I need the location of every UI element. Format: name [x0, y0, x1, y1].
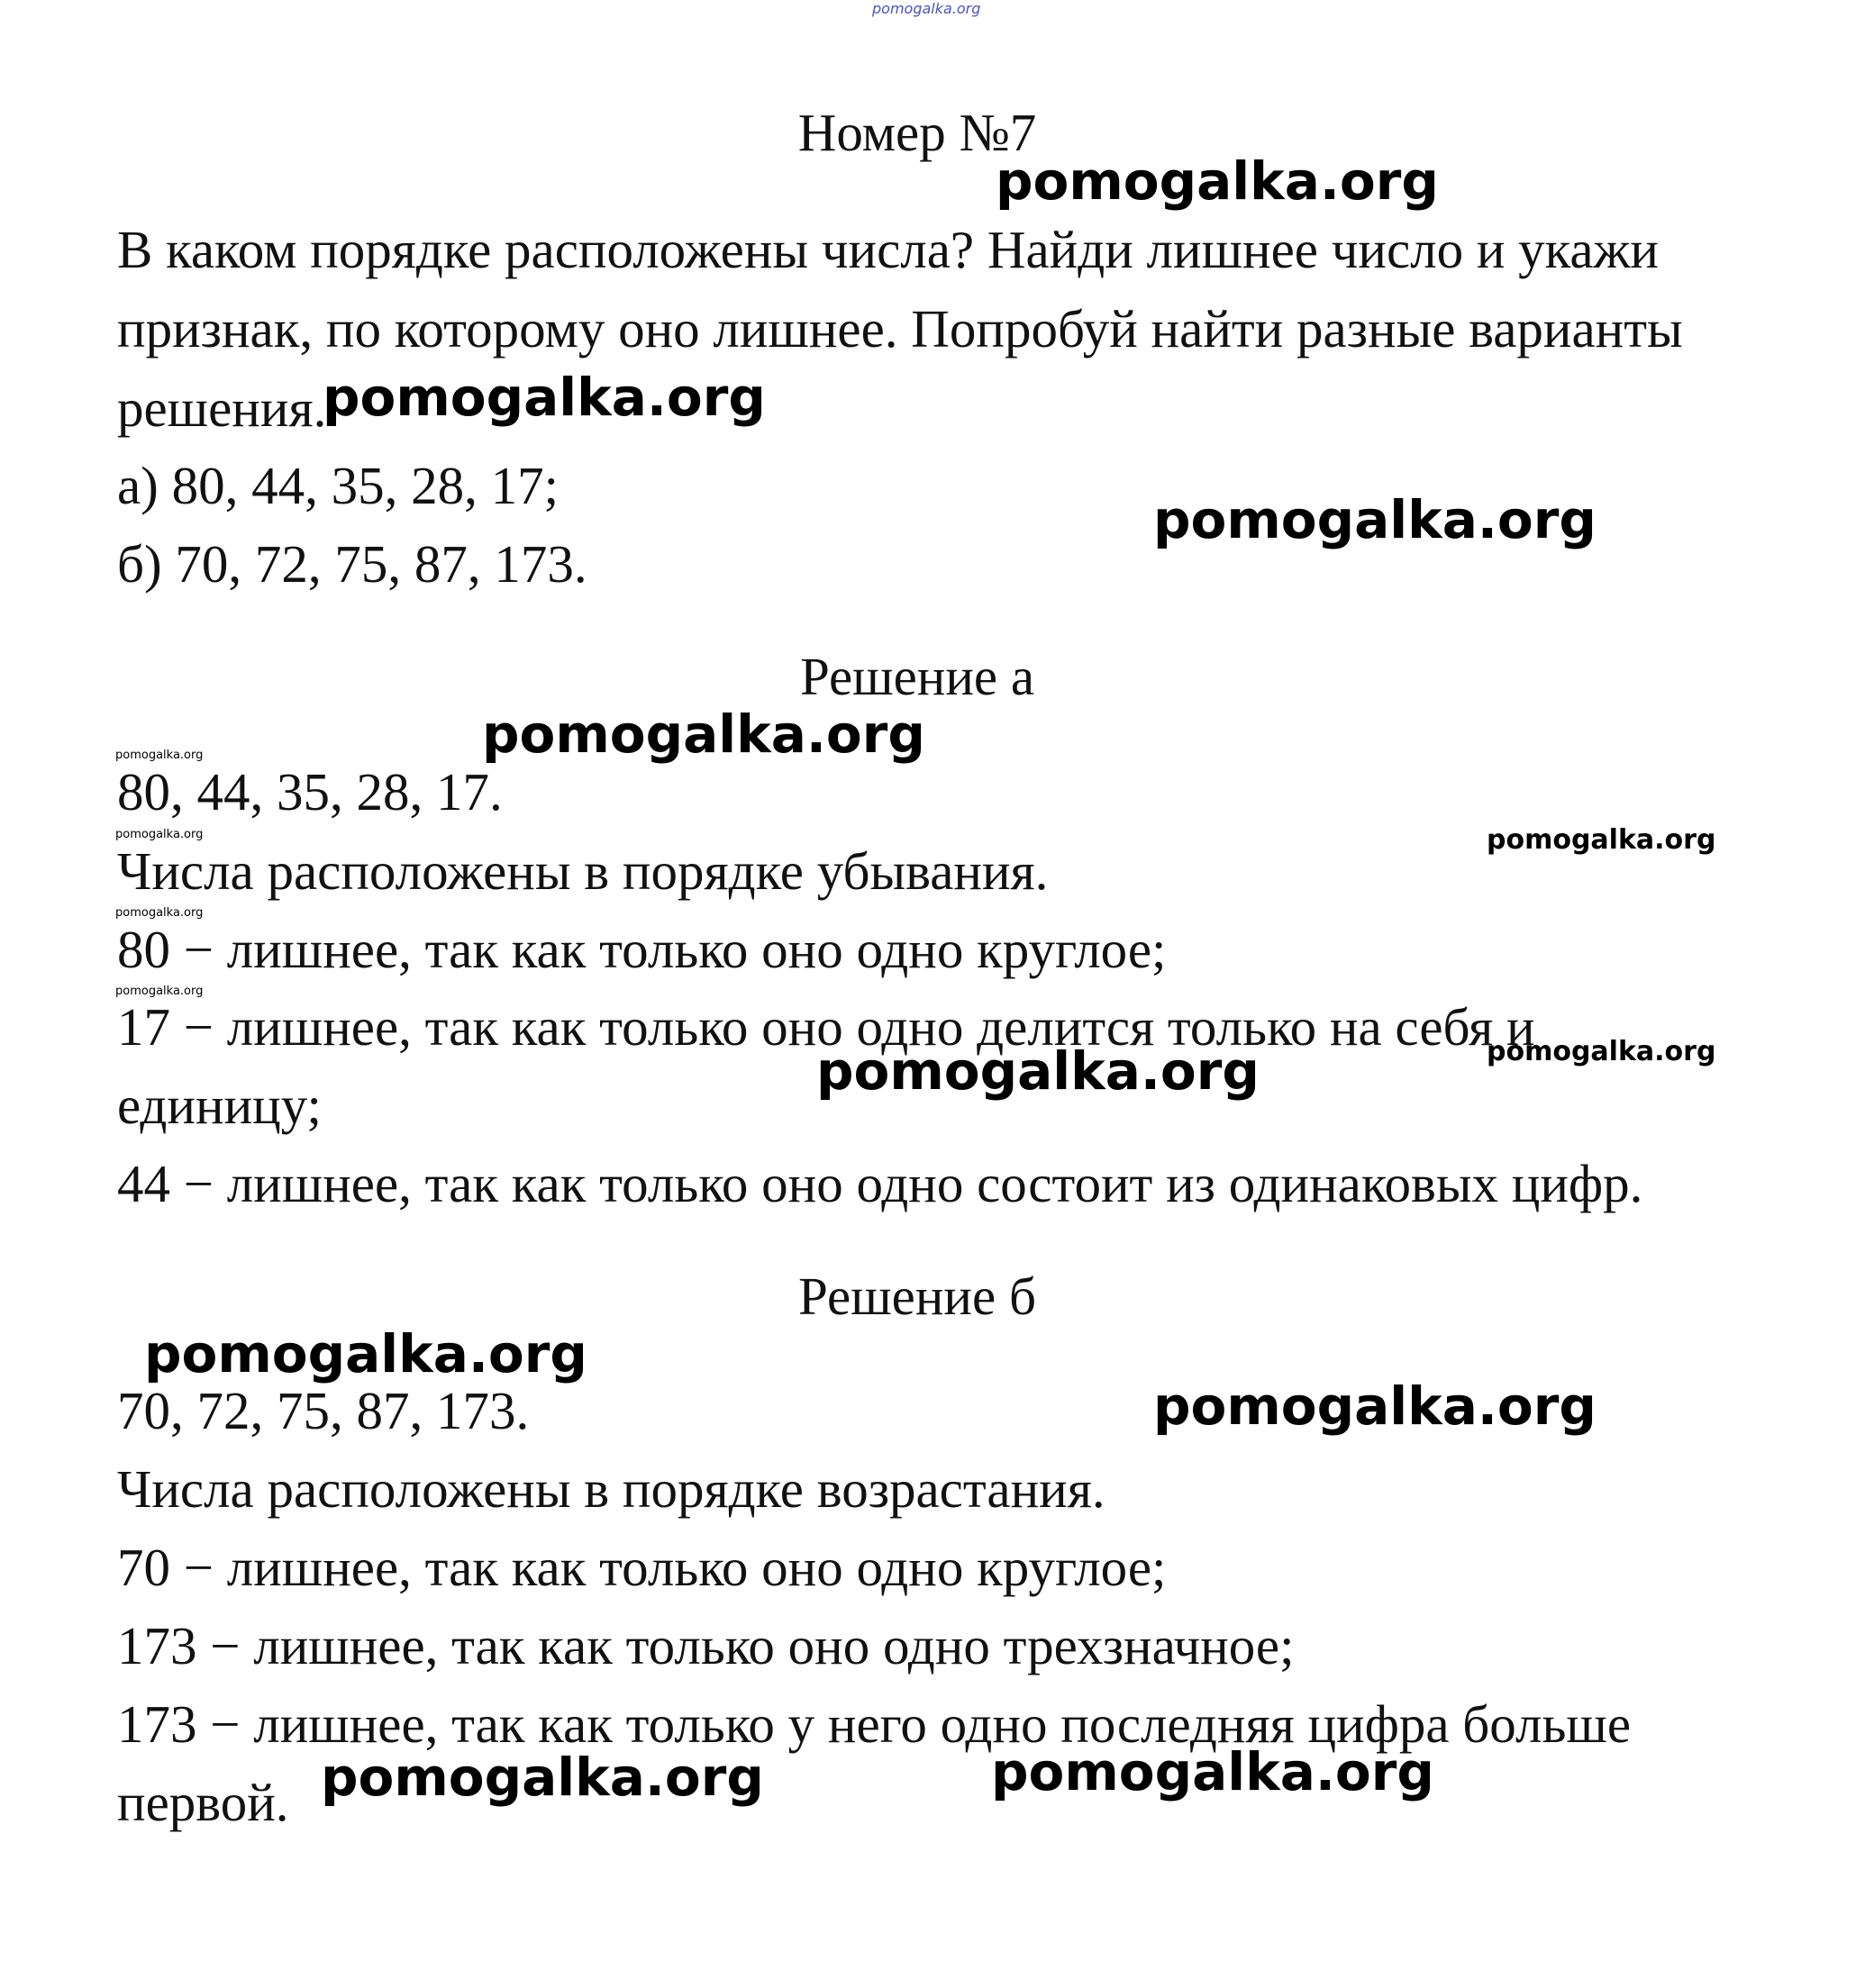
solution-a-heading: Решение а: [799, 647, 1035, 706]
solution-b-reason-3-line-1: 173 − лишнее, так как только у него одно последняя цифра больше: [117, 1694, 1632, 1754]
watermark: pomogalka.org: [323, 367, 766, 428]
solution-b-reason-2: 173 − лишнее, так как только оно одно трехзначное;: [117, 1616, 1295, 1675]
watermark: pomogalka.org: [144, 1323, 587, 1384]
watermark: pomogalka.org: [115, 749, 204, 762]
watermark: pomogalka.org: [321, 1747, 764, 1808]
page-title: Номер №7: [797, 103, 1037, 162]
solution-a-order: Числа расположены в порядке убывания.: [117, 841, 1049, 901]
task-item-b: б) 70, 72, 75, 87, 173.: [117, 534, 587, 594]
header-watermark: pomogalka.org: [872, 0, 981, 17]
watermark: pomogalka.org: [1153, 1375, 1597, 1437]
watermark: pomogalka.org: [115, 906, 204, 920]
watermark: pomogalka.org: [1487, 1036, 1716, 1067]
watermark: pomogalka.org: [482, 704, 925, 765]
solution-a-reason-2-line-1: 17 − лишнее, так как только оно одно делится только на себя и: [117, 997, 1535, 1057]
watermark: pomogalka.org: [115, 985, 204, 998]
watermark: pomogalka.org: [991, 1741, 1434, 1802]
solution-a-reason-3: 44 − лишнее, так как только оно одно состоит из одинаковых цифр.: [117, 1154, 1643, 1213]
solution-b-numbers: 70, 72, 75, 87, 173.: [117, 1381, 530, 1440]
watermark: pomogalka.org: [816, 1040, 1260, 1102]
task-line-3: решения.: [117, 378, 327, 438]
solution-a-reason-1: 80 − лишнее, так как только оно одно круглое;: [117, 920, 1167, 979]
watermark: pomogalka.org: [996, 150, 1439, 212]
watermark: pomogalka.org: [1153, 489, 1597, 550]
task-line-1: В каком порядке расположены числа? Найди лишнее число и укажи: [117, 220, 1659, 279]
watermark: pomogalka.org: [1487, 824, 1716, 856]
solution-b-reason-1: 70 − лишнее, так как только оно одно круглое;: [117, 1538, 1167, 1597]
solution-a-reason-2-line-2: единицу;: [117, 1076, 322, 1135]
solution-b-order: Числа расположены в порядке возрастания.: [117, 1459, 1105, 1519]
solution-b-heading: Решение б: [798, 1266, 1036, 1326]
task-item-a: а) 80, 44, 35, 28, 17;: [117, 456, 559, 515]
watermark: pomogalka.org: [115, 828, 204, 841]
solution-a-numbers: 80, 44, 35, 28, 17.: [117, 762, 503, 822]
solution-b-reason-3-line-2: первой.: [117, 1773, 289, 1832]
task-line-2: признак, по которому оно лишнее. Попробуй найти разные варианты: [117, 299, 1683, 359]
